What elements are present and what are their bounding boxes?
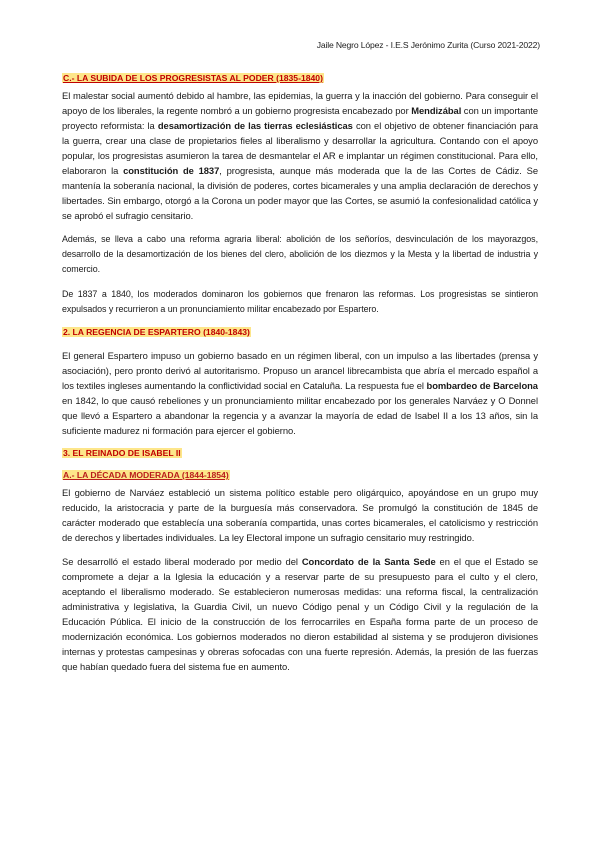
- section-c-heading: [62, 72, 538, 85]
- section-c-paragraph-1: El malestar social aumentó debido al hambre, las epidemias, la guerra y la inacción del gobierno. Para conseguir el apoyo de los liberales, la regente nombró a un gobierno progresista encabezado por Mendizábal con un importante proyecto reformista: la desamortización de las tierras eclesiásticas con el objetivo de obtener financiación para la guerra, crear una clase de propietarios fieles al liberalismo y desarrollar la agricultura. Contando con el apoyo popular, los progresistas asumieron la tarea de desmantelar el AR e implantar un régimen constitucional. Para ello, elaboraron la constitución de 1837, progresista, aunque más moderada que la de las Cortes de Cádiz. Se mantenía la soberanía nacional, la división de poderes, cortes bicamerales y una amplia declaración de derechos y libertades. Sin embargo, otorgó a la Corona un poder mayor que las Cortes, se asumió la confesionalidad católica y se aprobó el sufragio censitario.: [62, 90, 539, 221]
- bold-constitucion-1837: constitución de 1837: [123, 165, 220, 176]
- section-a-paragraph-2: Se desarrolló el estado liberal moderado por medio del Concordato de la Santa Sede en el que el Estado se compromete a dejar a la Iglesia la educación y a reservar parte de su presupuesto para el culto y el clero, aceptando el liberalismo moderado. Se establecieron numerosas medidas: una reforma fiscal, la centralización administrativa y legislativa, la Guardia Civil, un nuevo Código penal y un Código Civil y la regulación de la Educación Pública. El inicio de la construcción de los ferrocarriles en España forma parte de un proceso de modernización económica. Los gobiernos moderados no dieron estabilidad al sistema y se produjeron divisiones internas y protestas campesinas y obreras sofocadas con una fuerte represión. Además, la presión de las fuerzas que habían quedado fuera del sistema fue en aumento.: [62, 556, 539, 673]
- document-body: [62, 72, 538, 683]
- bold-mendizabal: Mendizábal: [411, 105, 462, 116]
- section-c-paragraph-3: De 1837 a 1840, los moderados dominaron los gobiernos que frenaron las reformas. Los progresistas se sintieron expulsados y recurrieron a un pronunciamiento militar encabezado por Espartero.: [62, 288, 538, 314]
- section-2-heading-text: 2. LA REGENCIA DE ESPARTERO (1840-1843): [63, 327, 250, 338]
- bold-concordato: Concordato de la Santa Sede: [301, 556, 436, 568]
- page-header: Jaile Negro López - I.E.S Jerónimo Zurita (Curso 2021-2022): [316, 40, 540, 50]
- bold-bombardeo: bombardeo de Barcelona: [426, 380, 538, 392]
- section-2-paragraph-1: El general Espartero impuso un gobierno basado en un régimen liberal, con un impulso a las libertades (prensa y asociación), pero pronto derivó al autoritarismo. Propuso un arancel librecambista que abría el mercado español a los textiles ingleses aumentando la conflictividad social en Cataluña. La respuesta fue el bombardeo de Barcelona en 1842, lo que causó rebeliones y un pronunciamiento militar encabezado por los generales Narváez y O Donnel que llevó a Espartero a abandonar la regencia y a avanzar la mayoría de edad de Isabel II a los 13 años, sin la suficiente madurez ni formación para ejercer el gobierno.: [62, 350, 538, 437]
- section-c-heading-text: C.- LA SUBIDA DE LOS PROGRESISTAS AL PODER (1835-1840): [63, 73, 323, 83]
- section-2-heading: [62, 326, 538, 339]
- section-3-heading: [62, 447, 538, 460]
- section-c-paragraph-2: Además, se lleva a cabo una reforma agraria liberal: abolición de los señoríos, desvinculación de los mayorazgos, desarrollo de la desamortización de los bienes del clero, abolición de los diezmos y la Mesta y la libertad de industria y comercio.: [62, 234, 538, 275]
- bold-desamortizacion: desamortización de las tierras eclesiásticas: [157, 120, 353, 131]
- section-a-heading: [62, 469, 538, 482]
- section-a-heading-text: A.- LA DÉCADA MODERADA (1844-1854): [63, 470, 229, 481]
- section-a-paragraph-1: El gobierno de Narváez estableció un sistema político estable pero oligárquico, apoyándose en un grupo muy reducido, la aristocracia y parte de la burguesía más conservadora. Se promulgó la constitución de 1845 de carácter moderado que establecía una soberanía compartida, unas cortes bicamerales, el catolicismo y restricción de derechos y libertades individuales. La ley Electoral impone un sufragio censitario muy restringido.: [62, 487, 538, 544]
- section-3-heading-text: 3. EL REINADO DE ISABEL II: [63, 448, 181, 459]
